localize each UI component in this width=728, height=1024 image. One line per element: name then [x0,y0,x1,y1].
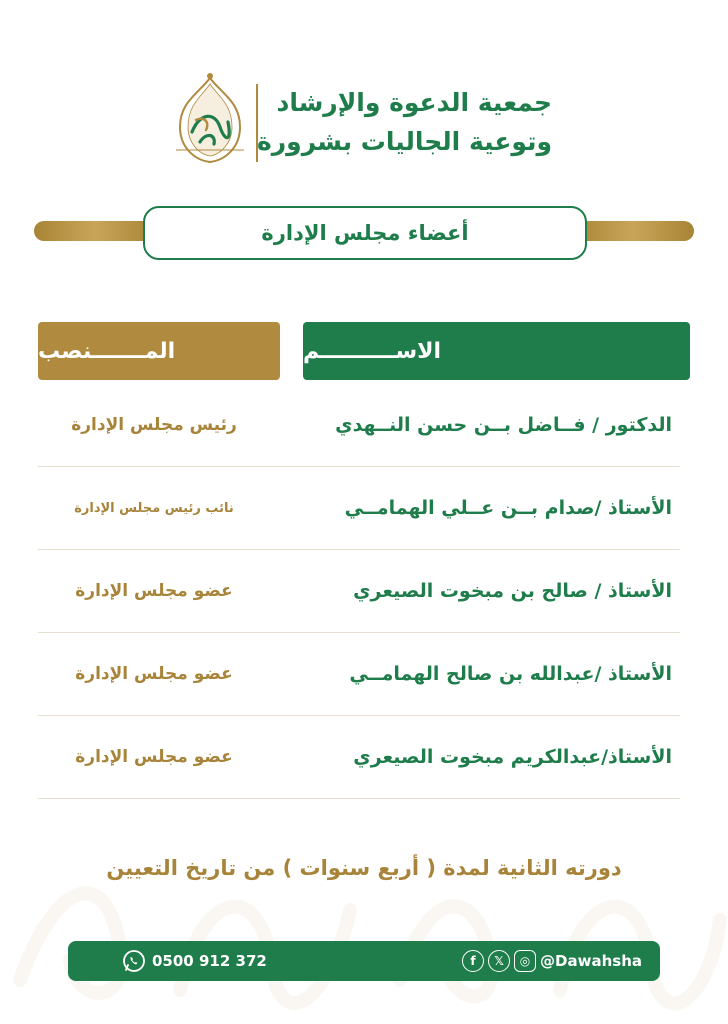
table-row [38,633,680,716]
title-band-left [34,221,156,241]
contact-footer [68,941,660,981]
association-logo [170,72,250,167]
member-name: الأستاذ /عبدالله بن صالح الهمامــي [349,663,672,685]
phone-number: 0500 912 372 [152,952,267,970]
member-name: الدكتور / فــاضل بــن حسن النــهدي [335,414,672,436]
facebook-icon[interactable]: f [462,950,484,972]
title-band-right [572,221,694,241]
x-icon[interactable]: 𝕏 [488,950,510,972]
member-name: الأستاذ /صدام بــن عــلي الهمامــي [344,497,672,519]
member-position: عضو مجلس الإدارة [75,664,233,684]
term-note: دورته الثانية لمدة ( أربع سنوات ) من تاريخ التعيين [106,856,622,880]
member-position: رئيس مجلس الإدارة [71,415,237,435]
column-header-name [303,322,690,380]
member-position: نائب رئيس مجلس الإدارة [74,500,234,516]
table-row [38,384,680,467]
member-name: الأستاذ / صالح بن مبخوت الصيعري [353,580,672,602]
column-header-position [38,322,280,380]
column-header-name-text: الاســــــــــم [303,338,442,364]
member-position: عضو مجلس الإدارة [75,581,233,601]
social-links [462,941,642,981]
social-handle[interactable]: @Dawahsha [540,952,642,970]
table-row [38,716,680,799]
org-name-line2: وتوعية الجاليات بشرورة [257,127,552,156]
table-row [38,467,680,550]
instagram-icon[interactable]: ◎ [514,950,536,972]
whatsapp-icon [122,949,146,973]
table-row [38,550,680,633]
page-title-text: أعضاء مجلس الإدارة [261,221,469,245]
member-position: عضو مجلس الإدارة [75,747,233,767]
org-name-line1: جمعية الدعوة والإرشاد [276,88,552,117]
phone-contact[interactable] [122,941,267,981]
column-header-position-text: المـــــــنصب [38,338,176,364]
page-title [143,206,587,260]
member-name: الأستاذ/عبدالكريم مبخوت الصيعري [353,746,672,768]
